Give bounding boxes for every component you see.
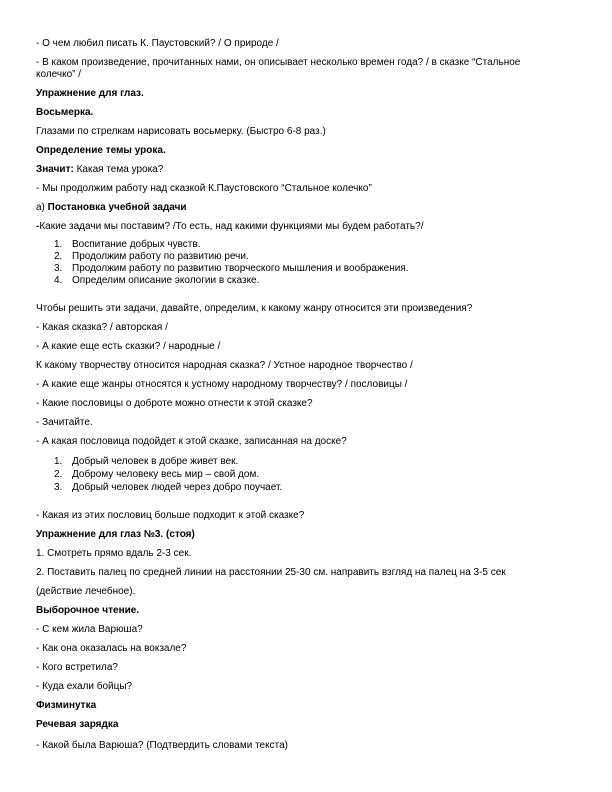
line-rest: Какая тема урока? [73, 164, 164, 175]
heading-eye-exercise: Упражнение для глаз. [36, 88, 144, 99]
heading-lesson-topic: Определение темы урока. [36, 145, 166, 156]
heading-selective-reading: Выборочное чтение. [36, 605, 140, 616]
list-number: 3. [54, 482, 63, 493]
text-line: - Какие пословицы о доброте можно отнести к этой сказке? [36, 398, 313, 409]
text-line: 2. Поставить палец по средней линии на расстоянии 25-30 см. направить взгляд на палец на 3-5 сек [36, 567, 506, 578]
heading-figure-eight: Восьмерка. [36, 107, 94, 118]
text-line: - Кого встретила? [36, 662, 118, 673]
list-number: 2. [54, 251, 63, 262]
text-line: - А какая пословица подойдет к этой сказке, записанная на доске? [36, 436, 347, 447]
list-item: Воспитание добрых чувств. [72, 239, 201, 250]
bold-label: Значит: [36, 164, 74, 175]
text-line: - О чем любил писать К. Паустовский? / О природе / [36, 38, 279, 49]
heading-eye-exercise-3: Упражнение для глаз №3. (стоя) [36, 529, 195, 540]
heading-speech-warmup: Речевая зарядка [36, 719, 119, 730]
list-item: Определим описание экологии в сказке. [72, 275, 260, 286]
text-line: (действие лечебное). [36, 586, 136, 597]
text-line: - Как она оказалась на вокзале? [36, 643, 187, 654]
heading-learning-task [36, 202, 187, 214]
line-rest: Какие задачи мы поставим? /То есть, над какими функциями мы будем работать?/ [39, 221, 424, 232]
list-item: Продолжим работу по развитию творческого мышления и воображения. [72, 263, 409, 274]
text-line: Глазами по стрелкам нарисовать восьмерку. (Быстро 6-8 раз.) [36, 126, 326, 137]
list-number: 2. [54, 469, 63, 480]
text-line: - Куда ехали бойцы? [36, 681, 133, 692]
text-line: колечко” / [36, 69, 82, 80]
text-line: - С кем жила Варюша? [36, 624, 143, 635]
list-number: 1. [54, 456, 63, 467]
text-line: К какому творчеству относится народная сказка? / Устное народное творчество / [36, 360, 413, 371]
text-line: - Какая из этих пословиц больше подходит к этой сказке? [36, 510, 305, 521]
list-item: Добрый человек людей через добро поучает. [72, 482, 283, 493]
text-line: - В каком произведение, прочитанных нами, он описывает несколько времен года? / в сказке “Стальное [36, 57, 521, 68]
section-title: Постановка учебной задачи [47, 202, 187, 213]
list-item: Продолжим работу по развитию речи. [72, 251, 249, 262]
text-line: Чтобы решить эти задачи, давайте, определим, к какому жанру относится эти произведения? [36, 303, 473, 314]
heading-physical-break: Физминутка [36, 700, 97, 711]
text-line: - А какие еще есть сказки? / народные / [36, 341, 221, 352]
list-item: Добрый человек в добре живет век. [72, 456, 239, 467]
text-line [36, 221, 423, 233]
text-line: - А какие еще жанры относятся к устному народному творчеству? / пословицы / [36, 379, 408, 390]
list-number: 1. [54, 239, 63, 250]
list-number: 3. [54, 263, 63, 274]
section-marker: а) [36, 202, 48, 213]
list-number: 4. [54, 275, 63, 286]
text-line: - Мы продолжим работу над сказкой К.Паустовского “Стальное колечко” [36, 183, 372, 194]
text-line: - Какой была Варюша? (Подтвердить словами текста) [36, 740, 288, 751]
text-line: - Зачитайте. [36, 417, 93, 428]
text-line: - Какая сказка? / авторская / [36, 322, 168, 333]
list-item: Доброму человеку весь мир – свой дом. [72, 469, 260, 480]
bold-dash: - [36, 221, 40, 232]
text-line [36, 164, 163, 176]
text-line: 1. Смотреть прямо вдаль 2-3 сек. [36, 548, 192, 559]
